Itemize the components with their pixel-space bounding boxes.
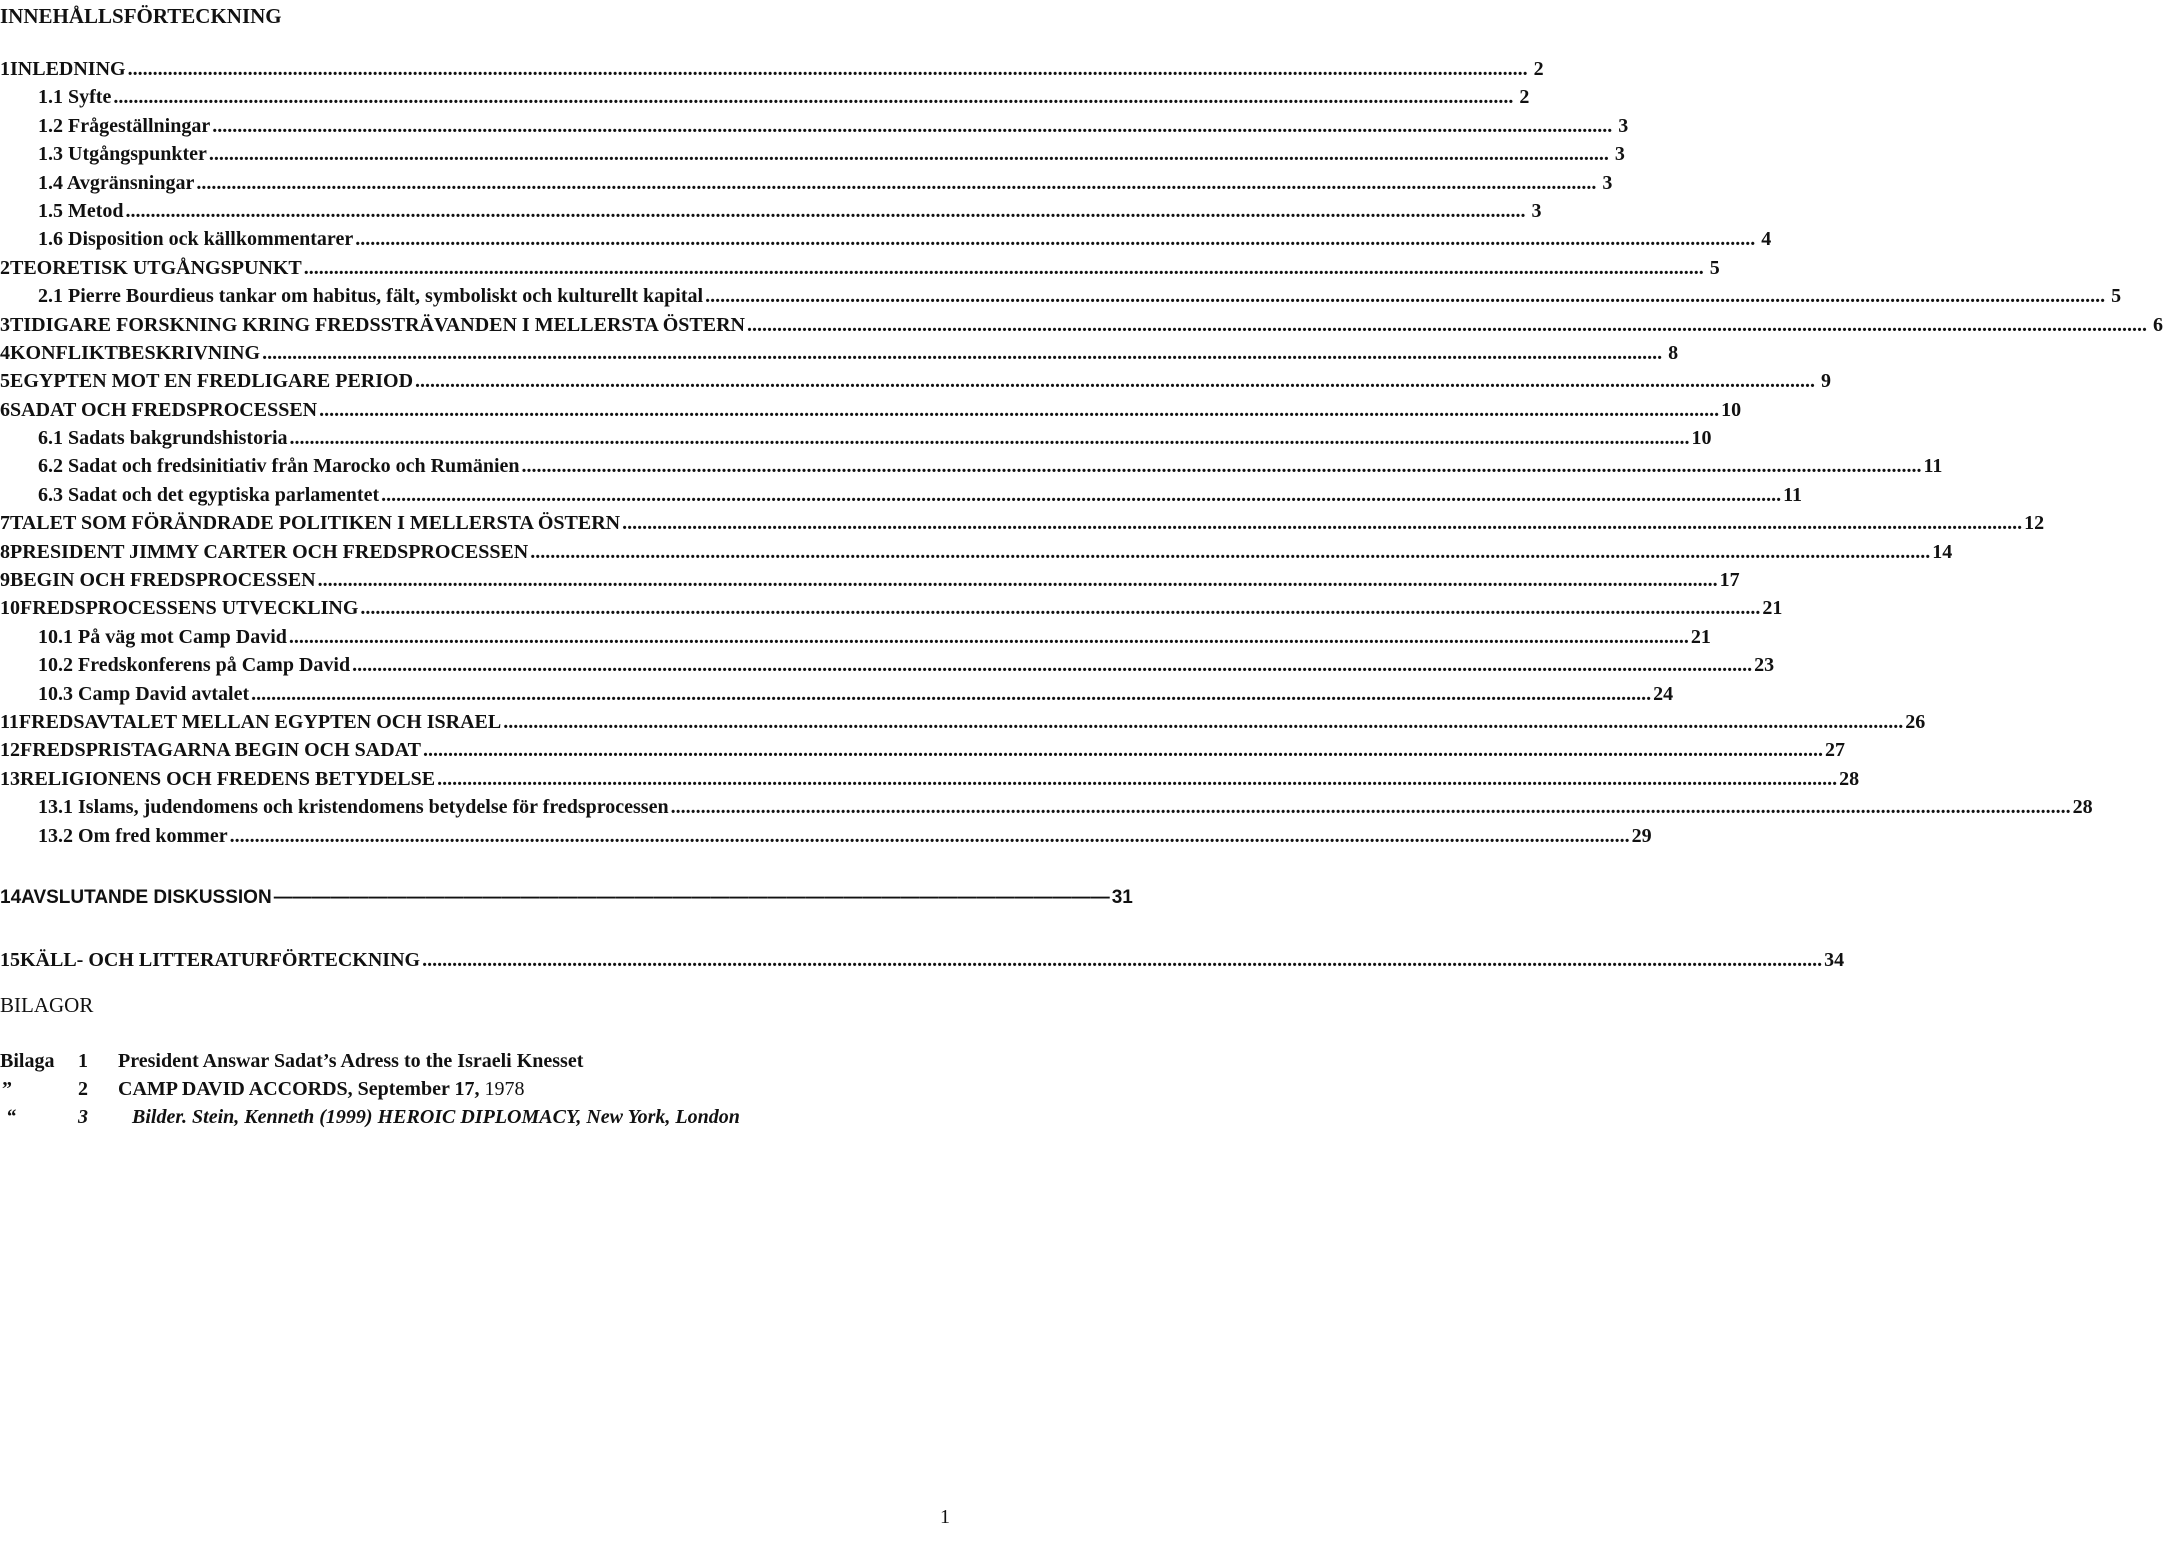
toc-entry-label: BEGIN OCH FREDSPROCESSEN	[10, 569, 316, 592]
toc-entry-label: AVSLUTANDE DISKUSSION	[21, 886, 272, 908]
bilaga-title: President Answar Sadat’s Adress to the Israeli Knesset	[118, 1050, 584, 1072]
toc-entry[interactable]	[0, 569, 1740, 597]
toc-entry-page: 3	[1618, 114, 1629, 137]
bilaga-title: Bilder. Stein, Kenneth (1999) HEROIC DIPLOMACY, New York, London	[132, 1106, 740, 1128]
bilaga-row	[0, 1078, 958, 1106]
toc-entry-label: KONFLIKTBESKRIVNING	[10, 341, 261, 364]
toc-entry[interactable]	[0, 285, 2122, 313]
toc-entry-page: 5	[1709, 256, 1720, 279]
toc-entry-number: 8	[0, 540, 10, 563]
toc-entry-number: 15	[0, 949, 20, 972]
toc-entry-page: 3	[1531, 199, 1542, 222]
toc-dot-leader	[422, 949, 1822, 972]
toc-entry-label: 13.2 Om fred kommer	[38, 824, 228, 847]
toc-entry-label: KÄLL- OCH LITTERATURFÖRTECKNING	[20, 949, 421, 972]
toc-entry[interactable]	[0, 171, 1613, 200]
toc-dot-leader	[503, 711, 1903, 734]
toc-entry-page: 34	[1824, 949, 1845, 972]
bilaga-row	[0, 1106, 958, 1134]
toc-entry[interactable]	[0, 739, 1845, 767]
toc-entry-number: 1	[0, 58, 10, 80]
toc-entry[interactable]	[0, 228, 1772, 256]
toc-dot-leader	[355, 228, 1755, 251]
bilaga-prefix: Bilaga	[0, 1050, 55, 1072]
toc-dot-leader	[530, 541, 1930, 564]
toc-dot-leader	[705, 285, 2105, 308]
bilaga-number: 3	[78, 1106, 88, 1128]
toc-entry-page: 23	[1754, 654, 1775, 677]
toc-entry-page: 28	[2072, 796, 2093, 819]
toc-entry-page: 2	[1519, 86, 1530, 109]
toc-entry-label: 1.1 Syfte	[38, 86, 112, 109]
toc-entry-number: 14	[0, 886, 22, 908]
toc-dot-leader	[209, 143, 1609, 166]
toc-dot-leader	[522, 455, 1922, 478]
toc-dot-leader	[289, 626, 1689, 649]
toc-entry-page: 11	[1783, 483, 1803, 506]
toc-entry-number: 7	[0, 512, 10, 535]
toc-entry-label: EGYPTEN MOT EN FREDLIGARE PERIOD	[10, 370, 414, 393]
toc-entry[interactable]	[0, 625, 1711, 654]
toc-entry-label: TEORETISK UTGÅNGSPUNKT	[10, 256, 302, 279]
toc-entry-label: FREDSAVTALET MELLAN EGYPTEN OCH ISRAEL	[18, 710, 502, 733]
toc-dot-leader	[126, 200, 1526, 223]
toc-dot-leader	[304, 257, 1704, 280]
toc-entry-label: RELIGIONENS OCH FREDENS BETYDELSE	[20, 767, 436, 790]
toc-entry-page: 10	[1691, 427, 1712, 450]
toc-entry-page: 8	[1668, 341, 1679, 364]
toc-entry-label: FREDSPROCESSENS UTVECKLING	[20, 597, 359, 620]
toc-dot-leader	[262, 342, 1662, 365]
toc-entry-page: 21	[1690, 625, 1711, 648]
toc-entry-page: 4	[1761, 228, 1772, 251]
toc-entry-number: 2	[0, 256, 10, 279]
toc-entry-number: 12	[0, 739, 20, 762]
toc-dot-leader	[230, 825, 1630, 848]
toc-entry-label: 6.1 Sadats bakgrundshistoria	[38, 427, 288, 450]
toc-entry[interactable]	[0, 114, 1629, 143]
toc-dot-leader	[352, 654, 1752, 677]
toc-entry[interactable]	[0, 710, 1926, 739]
toc-dot-leader	[622, 512, 2022, 535]
toc-entry[interactable]	[0, 370, 1832, 398]
bilaga-year: 1978	[484, 1078, 525, 1100]
toc-entry-page: 21	[1762, 597, 1783, 620]
toc-entry-label: 10.1 På väg mot Camp David	[38, 625, 287, 648]
bilaga-prefix: ”	[2, 1078, 12, 1100]
toc-entry-page: 9	[1821, 370, 1832, 393]
toc-entry[interactable]	[0, 199, 1542, 228]
toc-entry[interactable]	[0, 796, 2093, 824]
toc-entry-label: 10.2 Fredskonferens på Camp David	[38, 654, 351, 677]
toc-entry-label: 6.3 Sadat och det egyptiska parlamentet	[38, 483, 380, 506]
toc-dot-leader	[196, 172, 1596, 195]
toc-entry-number: 10	[0, 597, 20, 620]
toc-entry-label: 1.3 Utgångspunkter	[38, 143, 207, 166]
toc-dot-leader	[437, 768, 1837, 791]
toc-dot-leader	[212, 115, 1612, 138]
toc-entry-page: 2	[1533, 58, 1544, 80]
table-of-contents	[0, 58, 2163, 978]
toc-entry-page: 14	[1932, 540, 1953, 563]
toc-entry-label: 1.4 Avgränsningar	[38, 171, 195, 194]
toc-entry-label: TIDIGARE FORSKNING KRING FREDSSTRÄVANDEN I MELLERSTA ÖSTERN	[10, 313, 745, 336]
toc-dot-leader	[319, 399, 1719, 422]
bilaga-number: 1	[78, 1050, 88, 1072]
toc-entry-number: 9	[0, 569, 10, 592]
toc-entry-page: 24	[1653, 682, 1674, 705]
page-title: INNEHÅLLSFÖRTECKNING	[0, 4, 282, 28]
toc-entry-page: 5	[2111, 285, 2122, 308]
bilagor-list	[0, 1050, 958, 1134]
toc-entry-page: 12	[2024, 512, 2045, 535]
toc-entry-label: INLEDNING	[10, 58, 126, 80]
toc-entry[interactable]	[0, 86, 1530, 114]
toc-dot-leader	[251, 683, 1651, 706]
bilaga-prefix: “	[6, 1106, 16, 1128]
bilaga-title: CAMP DAVID ACCORDS, September 17, 1978	[118, 1078, 525, 1100]
toc-entry[interactable]	[0, 512, 2045, 540]
page-number: 1	[940, 1506, 950, 1528]
toc-entry[interactable]	[0, 540, 1953, 569]
toc-dot-leader	[415, 370, 1815, 393]
toc-entry[interactable]	[0, 256, 1720, 285]
bilaga-number: 2	[78, 1078, 88, 1100]
toc-dot-leader	[274, 887, 1110, 909]
toc-dot-leader	[318, 569, 1718, 592]
toc-dot-leader	[671, 796, 2071, 819]
toc-entry-page: 27	[1825, 739, 1845, 762]
toc-entry[interactable]	[0, 427, 1712, 455]
toc-dot-leader	[747, 314, 2147, 337]
bilagor-heading: BILAGOR	[0, 993, 94, 1017]
toc-dot-leader	[423, 739, 1823, 762]
toc-entry-label: PRESIDENT JIMMY CARTER OCH FREDSPROCESSEN	[10, 540, 529, 563]
toc-entry[interactable]	[0, 597, 1783, 625]
toc-entry-page: 3	[1602, 171, 1613, 194]
toc-entry-label: SADAT OCH FREDSPROCESSEN	[10, 398, 318, 421]
toc-entry[interactable]	[0, 313, 2163, 342]
toc-entry[interactable]	[0, 341, 1679, 370]
toc-entry-number: 4	[0, 341, 10, 364]
toc-entry[interactable]	[0, 483, 1803, 512]
toc-entry-label: FREDSPRISTAGARNA BEGIN OCH SADAT	[20, 739, 421, 762]
toc-entry[interactable]	[0, 767, 1860, 796]
toc-entry-page: 17	[1719, 569, 1740, 592]
toc-entry-number: 11	[0, 710, 19, 733]
toc-entry-number: 6	[0, 398, 10, 421]
toc-dot-leader	[290, 427, 1690, 450]
toc-entry-page: 6	[2152, 313, 2163, 336]
toc-entry-label: 1.2 Frågeställningar	[38, 114, 211, 137]
toc-entry[interactable]	[0, 886, 1133, 915]
toc-dot-leader	[381, 484, 1781, 507]
bilaga-row	[0, 1050, 958, 1078]
toc-entry-page: 31	[1111, 886, 1133, 908]
toc-entry-number: 5	[0, 370, 10, 393]
toc-dot-leader	[128, 58, 1528, 81]
toc-entry-label: 1.6 Disposition ock källkommentarer	[38, 228, 354, 251]
toc-entry[interactable]	[0, 143, 1625, 171]
toc-entry-label: 10.3 Camp David avtalet	[38, 682, 250, 705]
toc-entry-label: 6.2 Sadat och fredsinitiativ från Marocko och Rumänien	[38, 455, 520, 478]
toc-entry[interactable]	[0, 455, 1943, 483]
toc-entry-label: TALET SOM FÖRÄNDRADE POLITIKEN I MELLERSTA ÖSTERN	[10, 512, 621, 535]
toc-entry-label: 1.5 Metod	[38, 199, 124, 222]
toc-entry-number: 13	[0, 767, 20, 790]
toc-entry[interactable]	[0, 398, 1742, 427]
toc-entry[interactable]	[0, 654, 1775, 682]
toc-dot-leader	[360, 597, 1760, 620]
toc-entry-label: 13.1 Islams, judendomens och kristendomens betydelse för fredsprocessen	[38, 796, 669, 819]
toc-entry[interactable]	[0, 949, 1845, 977]
toc-entry-page: 26	[1905, 710, 1926, 733]
toc-entry-page: 3	[1614, 143, 1625, 166]
toc-entry[interactable]	[0, 824, 1652, 853]
toc-dot-leader	[113, 86, 1513, 109]
toc-entry-page: 11	[1923, 455, 1943, 478]
toc-entry-number: 3	[0, 313, 10, 336]
toc-entry[interactable]	[0, 58, 1544, 86]
toc-entry-label: 2.1 Pierre Bourdieus tankar om habitus, fält, symboliskt och kulturellt kapital	[38, 285, 704, 308]
toc-entry[interactable]	[0, 682, 1674, 711]
toc-entry-page: 29	[1631, 824, 1652, 847]
toc-entry-page: 28	[1839, 767, 1860, 790]
toc-entry-page: 10	[1721, 398, 1742, 421]
